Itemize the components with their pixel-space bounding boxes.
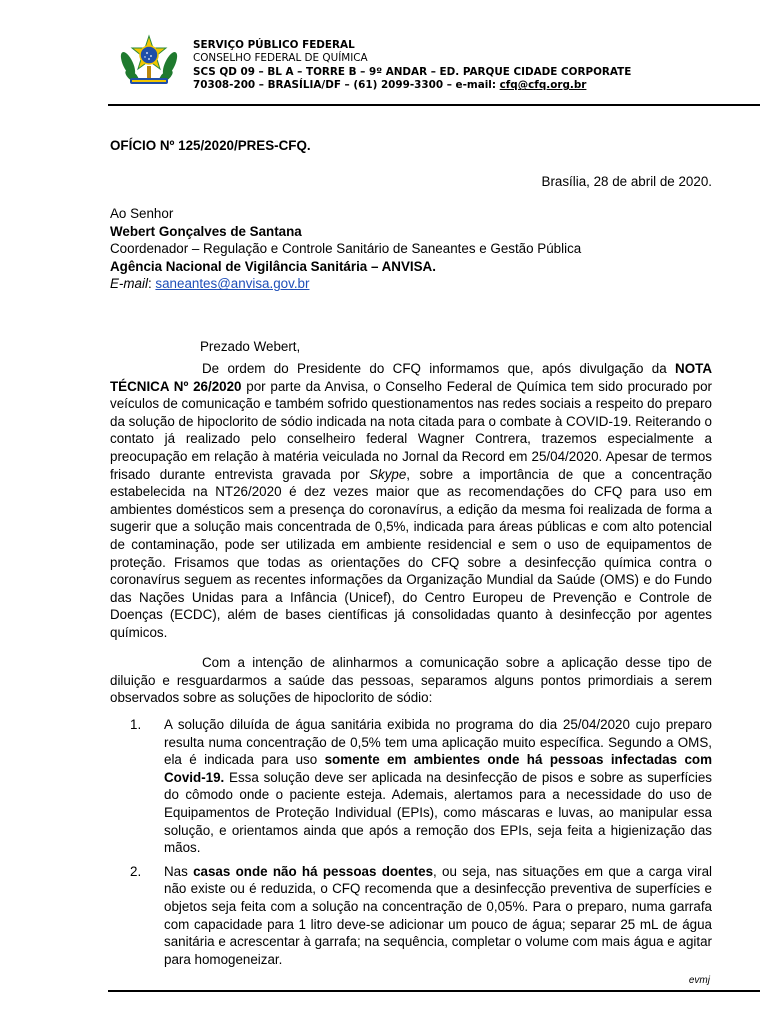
header-divider [108, 104, 760, 106]
letterhead-address: SCS QD 09 – BL A – TORRE B – 9º ANDAR – ED. PARQUE CIDADE CORPORATE [193, 65, 632, 78]
greeting: Prezado Webert, [200, 339, 301, 354]
recipient-email-label: E-mail [110, 276, 148, 292]
list-item-text-a: Nas [164, 863, 194, 879]
footer-initials: evmj [688, 975, 710, 986]
letter-date: Brasília, 28 de abril de 2020. [541, 174, 712, 189]
numbered-list [110, 716, 712, 974]
list-item-number: 2. [130, 863, 142, 879]
list-item-bold: casas onde não há pessoas doentes [193, 863, 434, 879]
list-item [110, 863, 712, 969]
list-item-text-c: , ou seja, nas situações em que a carga viral não existe ou é reduzida, o CFQ recomenda que a desinfecção preventiva de superfícies e objetos seja feita com a solução na concentração de 0,05%. Para o preparo, numa garrafa com capacidade para 1 litro deve-se adicionar um pouco de água; separar 25 mL de água sanitária e acrescentar à garrafa; na sequência, completar o volume com mais água e agitar para homogeneizar. [164, 863, 712, 967]
letterhead [193, 39, 631, 93]
paragraph-1-bold: NOTA TÉCNICA Nº 26/2020 [110, 361, 712, 394]
brazil-coat-of-arms-icon [118, 34, 180, 88]
recipient-block [110, 205, 730, 293]
footer-divider [108, 990, 760, 992]
letterhead-contact-text: 70308-200 – BRASÍLIA/DF – (61) 2099-3300 – e-mail: [193, 79, 500, 92]
paragraph-1-text-c: por parte da Anvisa, o Conselho Federal de Química tem sido procurado por veículos de comunicação e também sofrido questionamentos nas redes sociais a respeito do preparo da solução de hipoclorito de sódio indicada na nota citada para o combate à COVID-19. Reiterando o contato já realizado pelo conselheiro federal Wagner Contrera, trazemos especialmente a preocupação em relação à matéria veiculada no Jornal da Record em 25/04/2020. Apesar de termos frisado durante entrevista gravada por [110, 378, 712, 482]
list-item-text-c: Essa solução deve ser aplicada na desinfecção de pisos e sobre as superfícies do cômodo onde o paciente esteja. Ademais, alertamos para a necessidade do uso de Equipamentos de Proteção Individual (EPIs), como máscaras e luvas, ao manipular essa solução, e orientamos ainda que após a remoção dos EPIs, seja feita a higienização das mãos. [164, 769, 712, 856]
recipient-role: Coordenador – Regulação e Controle Sanitário de Saneantes e Gestão Pública [110, 241, 582, 257]
recipient-email-link[interactable]: saneantes@anvisa.gov.br [155, 276, 310, 292]
paragraph-1-text-a: De ordem do Presidente do CFQ informamos que, após divulgação da [202, 361, 676, 376]
paragraph-1-italic: Skype [369, 466, 407, 482]
letterhead-line-2: CONSELHO FEDERAL DE QUÍMICA [193, 52, 368, 65]
letterhead-line-1: SERVIÇO PÚBLICO FEDERAL [193, 39, 355, 51]
letterhead-email-link[interactable]: cfq@cfq.org.br [499, 79, 587, 92]
letterhead-contact [193, 79, 631, 92]
paragraph-1-text-e: , sobre a importância de que a concentração estabelecida na NT26/2020 é dez vezes maior que as recomendações do CFQ para uso em ambientes domésticos sem a presença do coronavírus, a edição da mesma foi realizada de forma a sugerir que a solução mais concentrada de 0,5%, indicada para áreas públicas e com alto potencial de contaminação, pode ser utilizada em ambiente residencial e sem o uso de equipamentos de proteção. Frisamos que todas as orientações do CFQ sobre a desinfecção química contra o coronavírus seguem as recentes informações da Organização Mundial da Saúde (OMS) e do Fundo das Nações Unidas para a Infância (Unicef), do Centro Europeu de Prevenção e Controle de Doenças (ECDC), além de bases científicas já consolidadas quanto à desinfecção por agentes químicos. [110, 466, 712, 640]
recipient-salutation: Ao Senhor [110, 206, 174, 221]
paragraph-1 [110, 360, 712, 642]
list-item-number: 1. [130, 717, 142, 732]
paragraph-2: Com a intenção de alinharmos a comunicação sobre a aplicação desse tipo de diluição e resguardarmos a saúde das pessoas, separamos alguns pontos primordiais a serem observados sobre as soluções de hipoclorito de sódio: [110, 655, 712, 706]
oficio-number: OFÍCIO Nº 125/2020/PRES-CFQ. [110, 138, 311, 153]
list-item-text-a: A solução diluída de água sanitária exibida no programa do dia 25/04/2020 cujo preparo resulta numa concentração de 0,5% tem uma aplicação muito específica. Segundo a OMS, ela é indicada para uso [164, 717, 712, 768]
list-item [110, 716, 712, 857]
recipient-email-line: E-mail: saneantes@anvisa.gov.br [110, 276, 310, 292]
list-item-bold: somente em ambientes onde há pessoas infectadas com Covid-19. [164, 752, 712, 785]
recipient-agency: Agência Nacional de Vigilância Sanitária – ANVISA. [110, 258, 436, 274]
recipient-name: Webert Gonçalves de Santana [110, 223, 302, 239]
